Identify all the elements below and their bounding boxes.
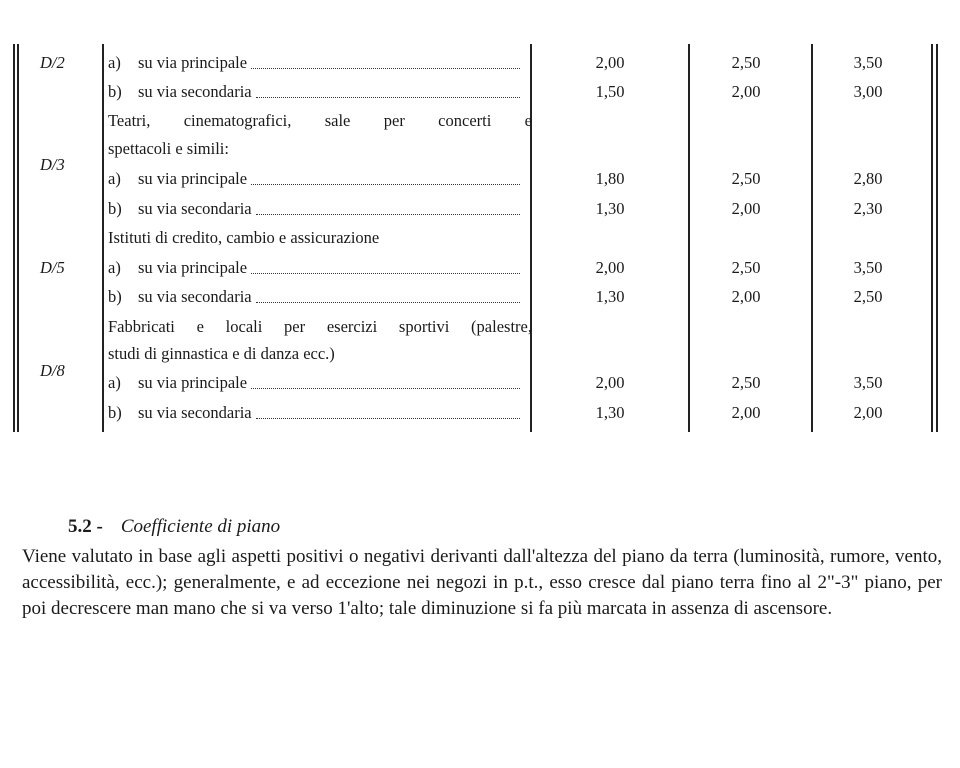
value-cell: 2,00 [853, 403, 883, 422]
table-row [0, 370, 960, 396]
leader-dots [251, 184, 520, 185]
row-label: su via secondaria [138, 199, 252, 218]
table-row [0, 50, 960, 76]
row-letter: b) [108, 403, 122, 422]
value-cell: 3,50 [853, 53, 883, 72]
value-cell: 2,50 [731, 258, 761, 277]
value-cell: 2,00 [731, 403, 761, 422]
row-letter: a) [108, 373, 121, 392]
section-title: Coefficiente di piano [120, 516, 281, 537]
value-cell: 2,50 [731, 169, 761, 188]
value-cell: 3,00 [853, 82, 883, 101]
group-heading: Teatri, cinematografici, sale per concerti e [108, 111, 532, 130]
group-heading: Fabbricati e locali per esercizi sportivi (palestre, [108, 317, 532, 336]
value-cell: 2,50 [853, 287, 883, 306]
group-code-d5: D/5 [40, 258, 65, 277]
row-letter: b) [108, 287, 122, 306]
value-cell: 2,80 [853, 169, 883, 188]
value-cell: 2,00 [595, 53, 625, 72]
row-letter: b) [108, 82, 122, 101]
value-cell: 3,50 [853, 258, 883, 277]
row-letter: a) [108, 53, 121, 72]
row-letter: b) [108, 199, 122, 218]
leader-dots [251, 273, 520, 274]
value-cell: 2,30 [853, 199, 883, 218]
row-label: su via principale [138, 169, 248, 188]
table-row [0, 166, 960, 192]
group-heading: studi di ginnastica e di danza ecc.) [108, 344, 335, 363]
group-heading: spettacoli e simili: [108, 139, 229, 158]
section-number: 5.2 - [68, 516, 103, 537]
value-cell: 2,50 [731, 373, 761, 392]
row-label: su via principale [138, 53, 248, 72]
row-label: su via secondaria [138, 82, 252, 101]
table-row [0, 284, 960, 310]
table-row [0, 400, 960, 426]
row-label: su via principale [138, 373, 248, 392]
leader-dots [251, 388, 520, 389]
leader-dots [256, 302, 520, 303]
group-code-d8: D/8 [40, 361, 65, 380]
row-letter: a) [108, 258, 121, 277]
value-cell: 1,50 [595, 82, 625, 101]
section-paragraph: Viene valutato in base agli aspetti positivi o negativi derivanti dall'altezza del piano da terra (luminosità, rumore, vento, accessibilità, ecc.); generalmente, e ad eccezione nei negozi in p.t., esso cresce dal piano terra fino al 2"-3" piano, per poi decrescere man mano che si va verso 1'alto; tale diminuzione si fa più marcata in assenza di ascensore. [22, 546, 942, 619]
value-cell: 1,80 [595, 169, 625, 188]
section-heading [68, 514, 280, 540]
group-code-d2: D/2 [40, 53, 65, 72]
value-cell: 2,00 [731, 199, 761, 218]
value-cell: 2,00 [731, 82, 761, 101]
value-cell: 2,00 [595, 373, 625, 392]
value-cell: 1,30 [595, 199, 625, 218]
row-letter: a) [108, 169, 121, 188]
table-row [0, 196, 960, 222]
value-cell: 2,00 [731, 287, 761, 306]
value-cell: 2,50 [731, 53, 761, 72]
group-code-d3: D/3 [40, 155, 65, 174]
value-cell: 3,50 [853, 373, 883, 392]
table-row [0, 255, 960, 281]
table-row [0, 79, 960, 105]
row-label: su via principale [138, 258, 248, 277]
value-cell: 2,00 [595, 258, 625, 277]
leader-dots [256, 418, 520, 419]
value-cell: 1,30 [595, 287, 625, 306]
group-heading: Istituti di credito, cambio e assicurazione [108, 228, 380, 247]
value-cell: 1,30 [595, 403, 625, 422]
leader-dots [256, 214, 520, 215]
leader-dots [256, 97, 520, 98]
row-label: su via secondaria [138, 287, 252, 306]
leader-dots [251, 68, 520, 69]
row-label: su via secondaria [138, 403, 252, 422]
